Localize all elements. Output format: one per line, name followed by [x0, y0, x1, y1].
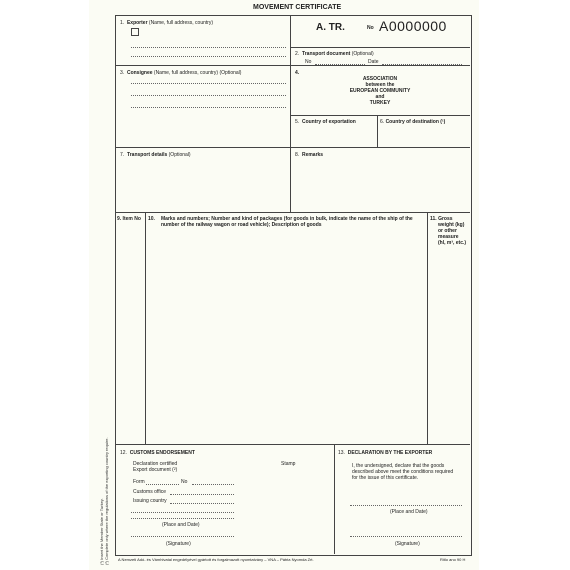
- footnotes-side-text: (¹) Insert the Member State or Turkey. (²) Complete only where the regulations of the exporting country require.: [99, 437, 109, 565]
- form-code: A. TR.: [316, 22, 345, 33]
- transport-doc-no-label: No: [305, 59, 312, 65]
- box9-item-no-label: 9. Item No: [117, 216, 141, 222]
- box3-consignee-label: 3. Consignee (Name, full address, country) (Optional): [120, 70, 242, 76]
- exporter-signature-label: (Signature): [395, 541, 420, 547]
- box12-customs-endorsement-label: 12. CUSTOMS ENDORSEMENT: [120, 450, 195, 456]
- box4-between: between the: [365, 82, 395, 88]
- box11-gross-line4: measure: [438, 234, 459, 240]
- box2-transport-document-label: 2. Transport document (Optional): [295, 51, 374, 57]
- box4-eu: EUROPEAN COMMUNITY: [349, 88, 411, 94]
- box7-transport-details-label: 7. Transport details (Optional): [120, 152, 191, 158]
- box4-association: ASSOCIATION: [362, 76, 398, 82]
- box11-gross-line2: weight (kg): [438, 222, 465, 228]
- form-label: Form: [133, 479, 145, 485]
- form-no-label: No: [181, 479, 188, 485]
- box1-exporter-label: 1. Exporter (Name, full address, country): [120, 20, 214, 26]
- footer-code: Ritlo ano 90 H: [440, 557, 466, 562]
- box6-country-of-destination-label: 6. Country of destination (¹): [380, 119, 446, 125]
- exporter-checkbox[interactable]: [131, 28, 139, 36]
- box8-remarks-label: 8. Remarks: [295, 152, 324, 158]
- transport-doc-date-label: Date: [368, 59, 379, 65]
- customs-signature-label: (Signature): [166, 541, 191, 547]
- exporter-place-date-label: (Place and Date): [390, 509, 428, 515]
- form-title: MOVEMENT CERTIFICATE: [253, 4, 342, 11]
- declaration-text-line1: I, the undersigned, declare that the goods: [352, 463, 445, 469]
- footer-printer-note: A Nemzeti Adó- és Vámhivatal engedélyével gyártott és forgalmazott nyomtatvány – VNA – Pátria Nyomda Zrt.: [118, 557, 314, 562]
- box10-marks-line1: Marks and numbers; Number and kind of packages (for goods in bulk, indicate the name of the ship of the: [161, 216, 413, 222]
- box10-number: 10.: [148, 216, 155, 222]
- customs-place-date-label: (Place and Date): [162, 522, 200, 528]
- stamp-label: Stamp: [281, 461, 296, 467]
- box13-declaration-label: 13. DECLARATION BY THE EXPORTER: [338, 450, 433, 456]
- declaration-certified-text: Declaration certified: [133, 461, 178, 467]
- box11-gross-line3: or other: [438, 228, 457, 234]
- box4-number: 4.: [295, 70, 300, 76]
- issuing-country-label: Issuing country: [133, 498, 167, 504]
- export-document-text: Export document (²): [133, 467, 178, 473]
- box4-and: and: [375, 94, 385, 100]
- declaration-text-line3: for the issue of this certificate.: [352, 475, 419, 481]
- box11-gross-line1: 11. Gross: [430, 216, 453, 222]
- certificate-number: A0000000: [379, 18, 447, 34]
- box11-gross-line5: (hl, m³, etc.): [438, 240, 467, 246]
- box10-marks-line2: number of the railway wagon or road vehicle); Description of goods: [161, 222, 322, 228]
- box4-turkey: TURKEY: [369, 100, 391, 106]
- number-label: No: [367, 25, 374, 31]
- customs-office-label: Customs office: [133, 489, 166, 495]
- box5-country-of-exportation-label: 5. Country of exportation: [295, 119, 356, 125]
- declaration-text-line2: described above meet the conditions required: [352, 469, 454, 475]
